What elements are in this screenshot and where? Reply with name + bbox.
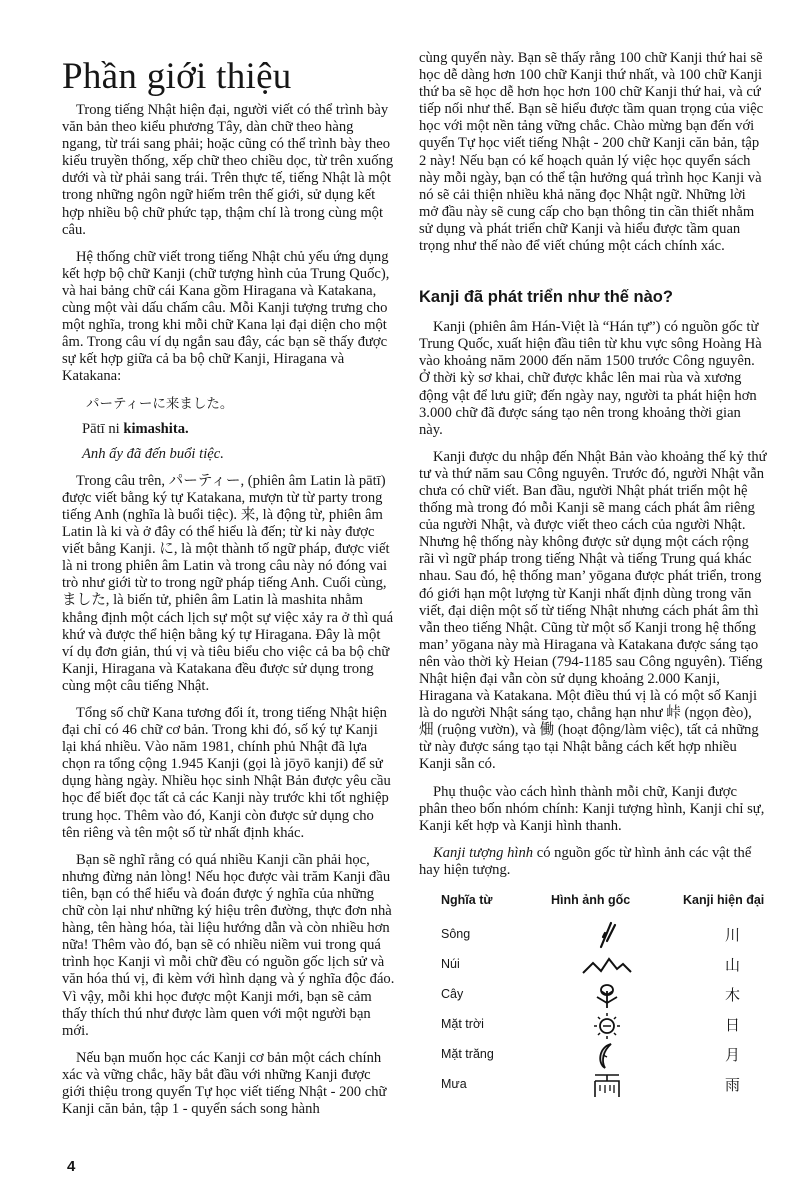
table-row [419, 951, 767, 981]
row-kanji: 雨 [725, 1076, 741, 1095]
paragraph: Phụ thuộc vào cách hình thành mỗi chữ, Kanji được phân theo bốn nhóm chính: Kanji tượng hình, Kanji chỉ sự, Kanji kết hợp và Kanji hình thanh. [419, 783, 765, 834]
table-row [419, 1011, 767, 1041]
paragraph-rest: có nguồn gốc từ hình ảnh các vật thể hay hiện tượng. [419, 844, 752, 878]
river-pictograph-icon [579, 921, 635, 949]
japanese-example: パーティーに来ました。 [86, 395, 234, 412]
row-meaning: Mặt trời [441, 1017, 484, 1032]
row-kanji: 木 [725, 986, 741, 1005]
paragraph: Nếu bạn muốn học các Kanji cơ bản một cách chính xác và vững chắc, hãy bắt đầu với những Kanji được giới thiệu trong quyển Tự học viết tiếng Nhật - 200 chữ Kanji căn bản, tập 1 - quyển sách song hành [62, 1049, 387, 1118]
row-kanji: 川 [725, 926, 741, 945]
right-column [419, 50, 767, 1103]
table-row [419, 921, 767, 951]
table-row [419, 1071, 767, 1101]
column-header-meaning: Nghĩa từ [441, 893, 493, 908]
row-kanji: 月 [725, 1046, 741, 1065]
moon-pictograph-icon [579, 1041, 635, 1069]
column-header-image: Hình ảnh gốc [551, 893, 631, 908]
paragraph: Kanji được du nhập đến Nhật Bản vào khoảng thế kỷ thứ tư và thứ năm sau Công nguyên. Trước đó, người Nhật vẫn chưa có chữ viết. Ban đầu, người Nhật phát triển một hệ thống mà trong đó mỗi Kanji sẽ mang cách phát âm riêng của người Nhật, và được viết theo cách của người Nhật. Nhưng hệ thống này không được sử dụng một cách rộng rãi vì ngữ pháp trong tiếng Nhật và tiếng Trung quá khác nhau. Sau đó, hệ thống man’ yōgana được phát triển, trong đó giới hạn một lượng từ Kanji nhất định dùng trong văn viết, đại diện một số từ tiếng Nhật nhưng cách phát âm thì vẫn theo tiếng Nhật. Cũng từ một số Kanji trong hệ thống man’ yōgana này mà Hiragana và Katakana được sáng tạo nên vào thời kỳ Heian (794-1185 sau Công nguyên). Tiếng Nhật hiện đại vẫn còn sử dụng khoảng 2.000 Kanji, Hiragana và Katakana. Một điều thú vị là có một số Kanji là do người Nhật sáng tạo, chẳng hạn như 峠 (ngọn đèo), 畑 (ruộng vườn), và 働 (hoạt động/làm việc), tất cả những từ này được sáng tạo tại Nhật bằng cách kết hợp nhiều Kanji sẵn có. [419, 448, 767, 773]
row-meaning: Sông [441, 927, 471, 942]
sun-pictograph-icon [579, 1011, 635, 1039]
romaji-example [82, 421, 395, 438]
row-meaning: Núi [441, 957, 460, 972]
paragraph: Hệ thống chữ viết trong tiếng Nhật chủ yếu ứng dụng kết hợp bộ chữ Kanji (chữ tượng hình của Trung Quốc), và hai bảng chữ cái Kana gồm Hiragana và Katakana, cùng một vài dấu chấm câu. Mỗi Kanji tượng trưng cho một nghĩa, trong khi mỗi chữ Kana lại đại diện cho một âm. Trong câu ví dụ ngắn sau đây, các bạn sẽ thấy được sự kết hợp giữa cả ba bộ chữ Kanji, Hiragana và Katakana: [62, 248, 390, 385]
row-kanji: 日 [725, 1016, 741, 1035]
left-column [62, 55, 395, 1128]
section-heading: Kanji đã phát triển như thế nào? [419, 288, 673, 307]
row-meaning: Cây [441, 987, 464, 1002]
tree-pictograph-icon [579, 981, 635, 1009]
paragraph: cùng quyển này. Bạn sẽ thấy rằng 100 chữ Kanji thứ hai sẽ học dễ dàng hơn 100 chữ Kanji thứ nhất, và 100 chữ Kanji thứ ba sẽ học dễ hơn học hơn 100 chữ Kanji thứ hai, và cứ tiếp nối như thế. Bạn sẽ hiểu được tầm quan trọng của việc học với một nền tảng vững chắc. Chào mừng bạn đến với quyển Tự học viết tiếng Nhật - 200 chữ Kanji căn bản, tập 2 này! Nếu bạn có kế hoạch quản lý việc học quyển sách này mỗi ngày, bạn có thể tận hưởng quá trình học Kanji và nó sẽ cải thiện nhiều khả năng đọc Nhật ngữ. Những lời mở đầu này sẽ cung cấp cho bạn thông tin cần thiết nhằm sử dụng và phát triển chữ Kanji và hiểu được tầm quan trọng như thế nào để viết chúng một cách chính xác. [419, 50, 764, 255]
paragraph: Trong câu trên, パーティー, (phiên âm Latin là pātī) được viết bằng ký tự Katakana, mượn từ từ party trong tiếng Anh (nghĩa là buổi tiệc). 来, là động từ, phiên âm Latin là ki và ở đây có thể hiểu là đến; từ ki này được viết bằng Kanji. に, là một thành tố ngữ pháp, được viết là ni trong phiên âm Latin và trong câu này nó đóng vai trò như giới từ to trong ngữ pháp tiếng Anh. Cuối cùng, ました, là biến tử, phiên âm Latin là mashita nhằm khẳng định một cách lịch sự một sự việc xảy ra ở thì quá khứ và được thể hiện bằng ký tự Hiragana. Đây là một ví dụ đơn giản, thú vị và tiêu biểu cho việc cả ba bộ chữ Kanji, Hiragana và Katakana đều được sử dụng trong cùng một câu tiếng Nhật. [62, 472, 394, 694]
mountain-pictograph-icon [579, 951, 635, 979]
table-row [419, 1041, 767, 1071]
paragraph: Bạn sẽ nghĩ rằng có quá nhiều Kanji cần phải học, nhưng đừng nản lòng! Nếu học được vài trăm Kanji đầu tiên, bạn có thể hiểu và đoán được ý nghĩa của những chữ còn lại như những ký hiệu trên đường, thực đơn nhà hàng, tên hàng hóa, tài liệu hướng dẫn và còn nhiều hơn nữa! Thêm vào đó, bạn sẽ có nhiều niềm vui trong quá trình học Kanji vì mỗi chữ đều có nguồn gốc lịch sử và văn hóa thú vị, đi kèm với hình dạng và ý nghĩa độc đáo. Vì vậy, mỗi khi học được một Kanji mới, bạn sẽ cảm thấy thích thú như được làm quen với một người bạn mới. [62, 851, 395, 1039]
emphasis-term: Kanji tượng hình [433, 844, 534, 861]
paragraph: Trong tiếng Nhật hiện đại, người viết có thể trình bày văn bản theo kiểu phương Tây, dàn chữ theo hàng ngang, từ trái sang phải; hoặc cũng có thể trình bày theo kiểu truyền thống, xếp chữ theo chiều dọc, từ trên xuống dưới và từ phải sang trái. Trên thực tế, tiếng Nhật là một trong những ngôn ngữ hiếm trên thế giới, sử dụng kết hợp nhiều bộ chữ phức tạp, thậm chí là trong cùng một câu. [62, 102, 394, 238]
table-row [419, 981, 767, 1011]
rain-pictograph-icon [579, 1071, 635, 1099]
row-kanji: 山 [725, 956, 741, 975]
pictograph-table [419, 893, 767, 1103]
row-meaning: Mặt trăng [441, 1047, 494, 1062]
page-number: 4 [67, 1158, 76, 1175]
paragraph: Kanji (phiên âm Hán-Việt là “Hán tự”) có nguồn gốc từ Trung Quốc, xuất hiện đầu tiên từ khu vực sông Hoàng Hà vào khoảng năm 2000 đến năm 1500 trước Công nguyên. Ở thời kỳ sơ khai, chữ được khắc lên mai rùa và xương động vật để lưu giữ; đến ngày nay, người ta phát hiện hơn 3.000 chữ đã được sáng tạo nên trong khoảng thời gian này. [419, 319, 762, 438]
page-title: Phần giới thiệu [62, 56, 292, 97]
translation-example: Anh ấy đã đến buổi tiệc. [82, 445, 224, 462]
row-meaning: Mưa [441, 1077, 467, 1092]
paragraph [419, 845, 767, 879]
romaji-part: Pātī ni [82, 420, 124, 437]
paragraph: Tổng số chữ Kana tương đối ít, trong tiếng Nhật hiện đại chỉ có 46 chữ cơ bản. Trong khi đó, số ký tự Kanji lại khá nhiều. Vào năm 1981, chính phủ Nhật đã lựa chọn ra tổng cộng 1.945 Kanji (gọi là jōyō kanji) để sử dụng hàng ngày. Nhiều học sinh Nhật Bản được yêu cầu học để biết đọc tất cả các Kanji này trước khi tốt nghiệp trung học. Thêm vào đó, Kanji còn được sử dụng cho tên riêng và tên một số từ nhất định khác. [62, 705, 391, 841]
column-header-kanji: Kanji hiện đại [683, 893, 765, 908]
romaji-bold-part: kimashita. [123, 420, 189, 437]
